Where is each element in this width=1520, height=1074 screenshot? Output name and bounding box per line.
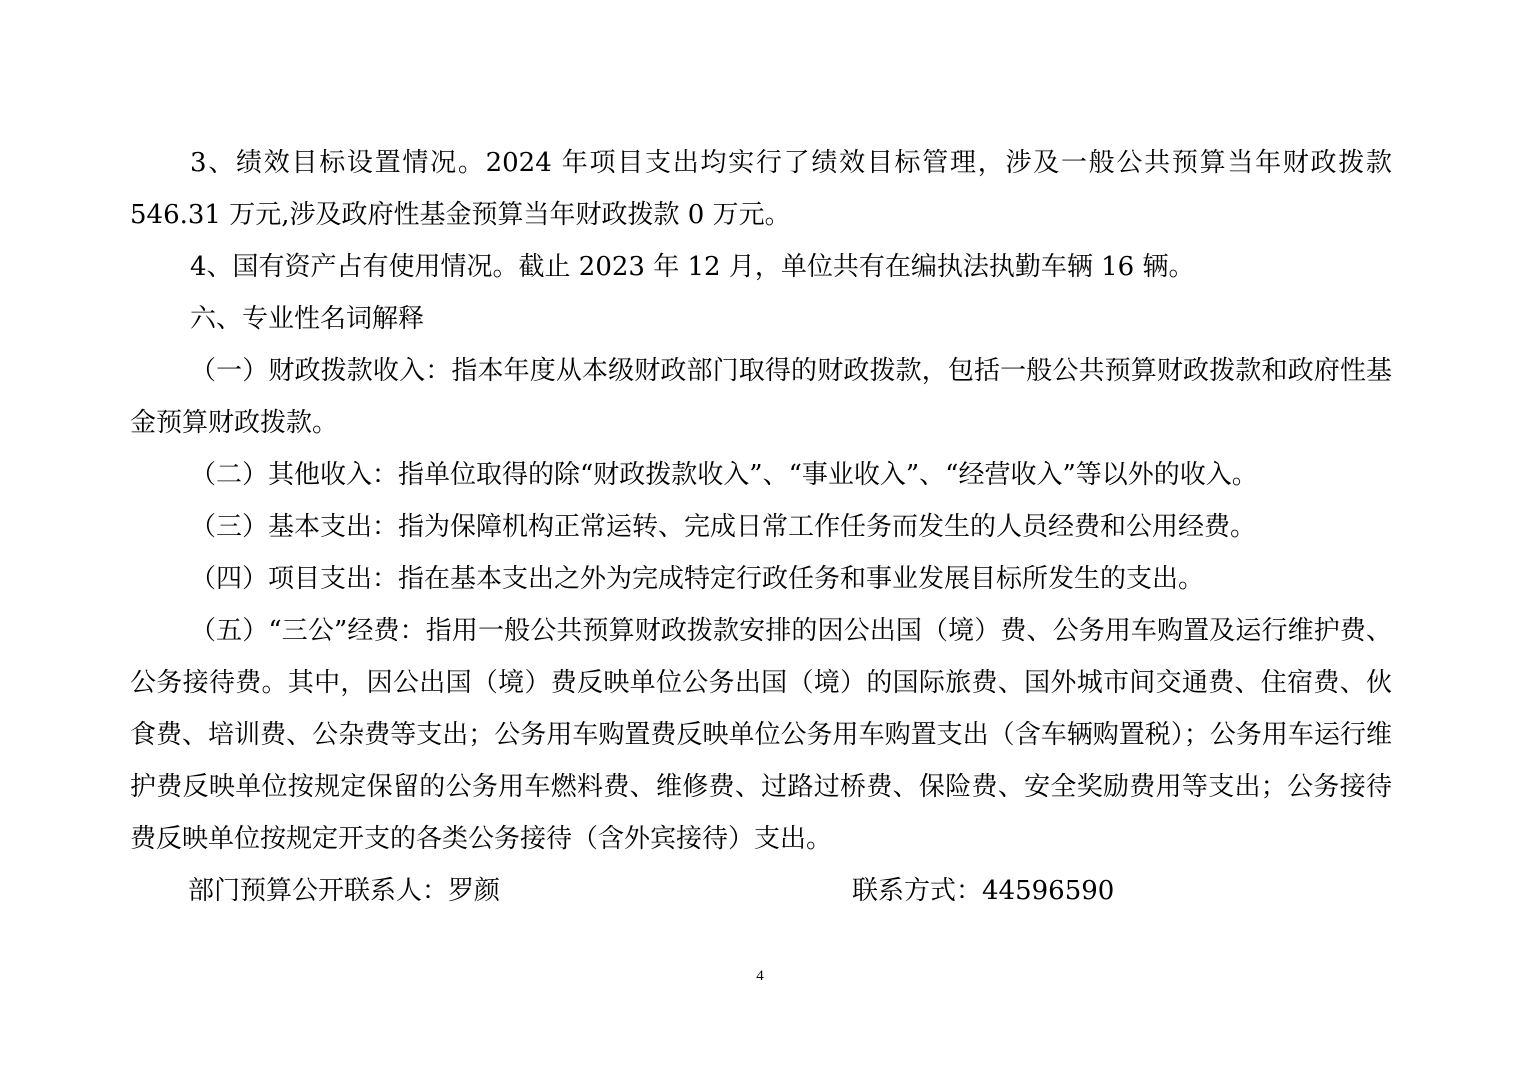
paragraph-performance-targets: 3、绩效目标设置情况。2024 年项目支出均实行了绩效目标管理，涉及一般公共预算当年财政拨款 546.31 万元,涉及政府性基金预算当年财政拨款 0 万元。: [130, 148, 1392, 230]
term-project-expenditure: （四）项目支出：指在基本支出之外为完成特定行政任务和事业发展目标所发生的支出。: [190, 564, 1205, 594]
contact-line: [130, 865, 1392, 917]
term-basic-expenditure: （三）基本支出：指为保障机构正常运转、完成日常工作任务而发生的人员经费和公用经费。: [190, 512, 1257, 542]
paragraph-state-assets: 4、国有资产占有使用情况。截止 2023 年 12 月，单位共有在编执法执勤车辆 16 辆。: [190, 252, 1195, 282]
page-number: 4: [756, 968, 764, 984]
term-other-income: （二）其他收入：指单位取得的除“财政拨款收入”、“事业收入”、“经营收入”等以外的收入。: [190, 460, 1258, 490]
term-three-public-expenses: （五）“三公”经费：指用一般公共预算财政拨款安排的因公出国（境）费、公务用车购置及运行维护费、公务接待费。其中，因公出国（境）费反映单位公务出国（境）的国际旅费、国外城市间交通费、住宿费、伙食费、培训费、公杂费等支出；公务用车购置费反映单位公务用车购置支出（含车辆购置税）；公务用车运行维护费反映单位按规定保留的公务用车燃料费、维修费、过路过桥费、保险费、安全奖励费用等支出；公务接待费反映单位按规定开支的各类公务接待（含外宾接待）支出。: [130, 616, 1392, 854]
document-body: [130, 137, 1392, 917]
contact-phone: 联系方式：44596590: [852, 876, 1115, 906]
contact-person: 部门预算公开联系人：罗颜: [188, 876, 501, 906]
term-fiscal-appropriation-income: （一）财政拨款收入：指本年度从本级财政部门取得的财政拨款，包括一般公共预算财政拨款和政府性基金预算财政拨款。: [130, 356, 1392, 438]
section-heading-terms: 六、专业性名词解释: [190, 304, 425, 334]
